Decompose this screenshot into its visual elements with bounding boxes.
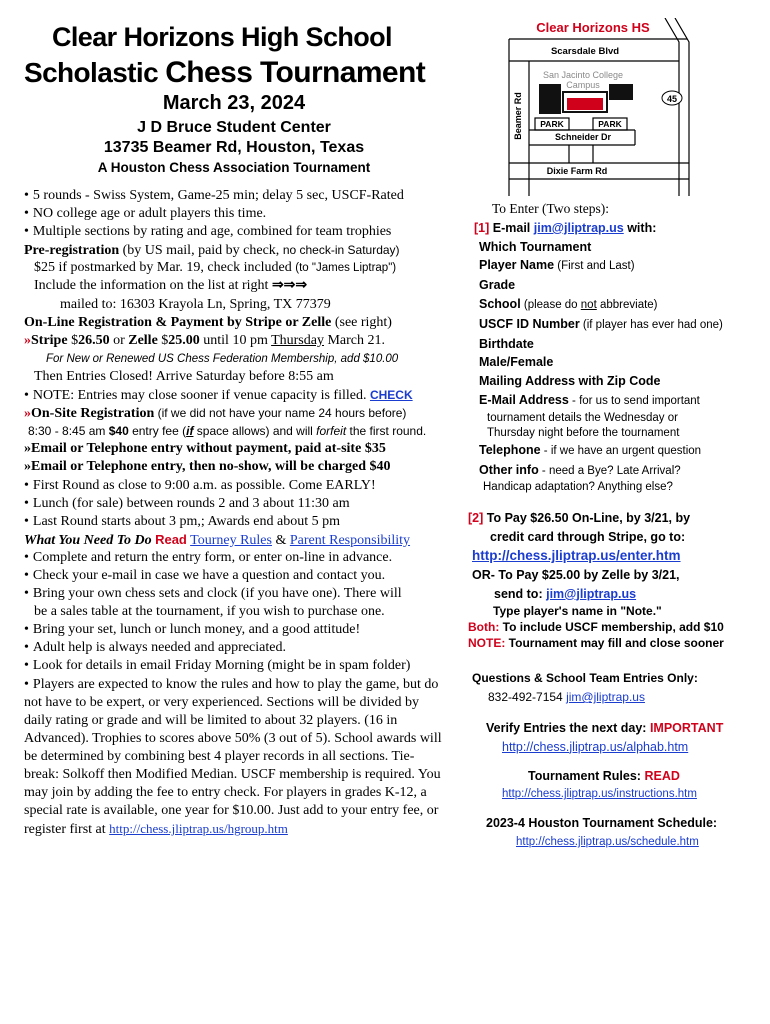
info-other	[479, 461, 768, 481]
what-you-need-heading	[24, 531, 454, 549]
check-link[interactable]: CHECK	[369, 388, 413, 403]
instructions-link[interactable]: http://chess.jliptrap.us/instructions.htm	[502, 788, 697, 801]
info-email-note-2: tournament details the Wednesday or	[487, 411, 678, 424]
rules-line	[468, 767, 768, 786]
todo-complete-form: • Complete and return the entry form, or enter on-line in advance.	[24, 549, 454, 567]
uscf-membership-note: For New or Renewed US Chess Federation Membership, add $10.00	[46, 352, 399, 365]
detail-rounds: • 5 rounds - Swiss System, Game-25 min; delay 5 sec, USCF-Rated	[24, 187, 454, 205]
zelle-email-link[interactable]: jim@jliptrap.us	[546, 586, 637, 601]
map-road-bottom: Dixie Farm Rd	[546, 166, 608, 176]
detail-sections: • Multiple sections by rating and age, combined for team trophies	[24, 223, 454, 241]
enter-link[interactable]: http://chess.jliptrap.us/enter.htm	[472, 547, 681, 563]
contact-phone: 832-492-7154	[488, 690, 563, 705]
last-round-time: • Last Round starts about 3 pm,; Awards end about 5 pm	[24, 513, 454, 531]
zelle-send-to: send to:	[494, 586, 547, 601]
online-see-right: (see right)	[331, 314, 392, 330]
schedule-link-line	[468, 833, 768, 852]
onsite-t2: entry fee (	[128, 424, 187, 439]
zelle-send-line	[468, 585, 768, 604]
location-map	[505, 18, 691, 196]
info-grade	[479, 276, 768, 295]
players-paragraph	[24, 676, 448, 840]
info-telephone-note: - if we have an urgent question	[540, 444, 702, 457]
info-other-label: Other info	[479, 462, 539, 477]
alphab-link[interactable]: http://chess.jliptrap.us/alphab.htm	[502, 739, 689, 754]
onsite-if: if	[186, 424, 194, 439]
map-campus-line2: Campus	[566, 80, 600, 90]
step2-number: [2]	[468, 511, 484, 526]
verify-line	[468, 719, 768, 738]
contact-line	[468, 688, 768, 707]
verify-text: Verify Entries the next day:	[486, 720, 650, 735]
info-school	[479, 295, 768, 315]
lunch-info: • Lunch (for sale) between rounds 2 and 3 about 11:30 am	[24, 495, 454, 513]
info-email	[479, 391, 768, 411]
event-address: 13735 Beamer Rd, Houston, Texas	[103, 139, 365, 156]
todo-bring-sets-cont: be a sales table at the tournament, if you wish to purchase one.	[34, 604, 385, 620]
prereg-include-text: Include the information on the list at right	[34, 278, 272, 294]
onsite-mark: »	[24, 406, 31, 422]
prereg-fee	[24, 259, 454, 277]
online-registration	[24, 314, 454, 332]
noshow-fee: »Email or Telephone entry, then no-show, will be charged $40	[24, 459, 391, 475]
email-entry-fee: »Email or Telephone entry without payment, paid at-site $35	[24, 441, 386, 457]
info-player-name-label: Player Name	[479, 258, 555, 273]
verify-important: IMPORTANT	[649, 720, 724, 735]
prereg-line	[24, 241, 454, 259]
info-email-note-3: Thursday night before the tournament	[487, 426, 680, 439]
info-email-note: - for us to send important	[568, 394, 700, 407]
step1-with: with:	[623, 220, 657, 235]
alphab-link-line	[468, 738, 768, 757]
zelle-label: Zelle	[128, 332, 158, 348]
info-uscf-id	[479, 315, 768, 335]
onsite-condition: (if we did not have your name 24 hours before)	[154, 406, 407, 421]
prereg-include	[24, 277, 454, 295]
info-grade-label: Grade	[479, 278, 516, 293]
stripe-day: Thursday	[271, 332, 324, 348]
map-road-side: Beamer Rd	[513, 92, 523, 140]
rules-label: Tournament Rules:	[528, 768, 645, 783]
rules-read: READ	[644, 768, 680, 783]
map-highway-45: 45	[666, 94, 678, 104]
onsite-forfeit: forfeit	[316, 424, 347, 439]
title-tournament	[24, 56, 425, 90]
schedule-link[interactable]: http://chess.jliptrap.us/schedule.htm	[516, 835, 699, 848]
step2-line-2: credit card through Stripe, go to:	[490, 530, 686, 545]
map-building-right	[609, 84, 633, 100]
both-note	[468, 619, 768, 635]
todo-adult-help: • Adult help is always needed and appreciated.	[24, 639, 454, 657]
stripe-t4: until 10 pm	[199, 332, 272, 348]
tourney-rules-link[interactable]: Tourney Rules	[190, 532, 272, 548]
onsite-fee: $40	[108, 424, 129, 439]
step2-line	[468, 509, 768, 528]
detail-no-adults: • NO college age or adult players this time.	[24, 205, 454, 223]
note-label: NOTE:	[468, 636, 506, 651]
prereg-label: Pre-registration	[24, 243, 120, 259]
read-word: Read	[155, 531, 187, 547]
stripe-line	[24, 332, 454, 350]
step1-email-link[interactable]: jim@jliptrap.us	[533, 220, 624, 235]
prereg-fee-text: $25 if postmarked by Mar. 19, check included	[34, 260, 296, 276]
need-text: What You Need To Do	[24, 532, 156, 548]
entry-instructions	[468, 200, 768, 852]
todo-look-details: • Look for details in email Friday Morning (might be in spam folder)	[24, 657, 454, 675]
onsite-t4: the first round.	[346, 424, 427, 439]
info-telephone	[479, 441, 768, 461]
contact-email-link[interactable]: jim@jliptrap.us	[566, 690, 645, 705]
map-road-mid: Schneider Dr	[554, 132, 612, 142]
parent-responsibility-link[interactable]: Parent Responsibility	[289, 532, 411, 548]
info-tournament	[479, 238, 768, 257]
todo-bring-lunch: • Bring your set, lunch or lunch money, and a good attitude!	[24, 621, 454, 639]
both-label: Both:	[468, 620, 500, 635]
hgroup-link[interactable]: http://chess.jliptrap.us/hgroup.htm	[109, 821, 288, 837]
map-road-top: Scarsdale Blvd	[550, 46, 620, 57]
zelle-fee: 25.00	[168, 332, 200, 348]
onsite-fee-line	[24, 422, 454, 440]
capacity-note	[24, 386, 454, 404]
info-other-note-2: Handicap adaptation? Anything else?	[483, 481, 673, 494]
stripe-mark: »	[24, 332, 31, 348]
type-name-note: Type player's name in "Note."	[493, 604, 662, 619]
info-tournament-label: Which Tournament	[479, 239, 592, 254]
info-school-t2: abbreviate)	[596, 298, 658, 311]
prereg-payee: (to "James Liptrap")	[295, 262, 397, 275]
entries-closed: Then Entries Closed! Arrive Saturday before 8:55 am	[34, 368, 334, 384]
map-title: Clear Horizons HS	[536, 20, 650, 35]
map-campus-line1: San Jacinto College	[542, 70, 624, 80]
fill-note	[468, 635, 768, 651]
first-round-time: • First Round as close to 9:00 a.m. as possible. Come EARLY!	[24, 477, 454, 495]
step1-number: [1]	[474, 220, 490, 235]
info-uscf-label: USCF ID Number	[479, 316, 580, 331]
info-birthdate: Birthdate	[479, 336, 534, 351]
map-venue-building	[567, 98, 603, 110]
map-park-label-left: PARK	[540, 119, 564, 129]
todo-check-email: • Check your e-mail in case we have a question and contact you.	[24, 567, 454, 585]
title-chess-tournament: Chess Tournament	[165, 56, 426, 89]
info-school-label: School	[479, 296, 521, 311]
info-school-not: not	[580, 298, 597, 311]
capacity-note-text: NOTE: Entries may close sooner if venue capacity is filled.	[32, 388, 370, 404]
info-gender: Male/Female	[479, 355, 554, 370]
info-uscf-note: (if player has ever had one)	[579, 318, 723, 331]
players-paragraph-text: Players are expected to know the rules and how to play the game, but do not have to be expert, or very experienced. Sections will be divided by daily rating or grade and will be limited to about 32 players. (16 in Advanced). Trophies to scores above 50% (3 out of 5). School awards will be determined by combining best 4 player records in all sections. Tie-break: Solkoff then Modified Median. USCF membership is required. You may join by adding the fee to entry check. For players in grades K-12, a special rate is available, one year for $10.00. Just add to your entry fee, or register first at	[24, 676, 442, 838]
info-email-label: E-Mail Address	[479, 392, 569, 407]
info-player-name-note: (First and Last)	[554, 260, 635, 273]
stripe-t1: $	[67, 332, 79, 348]
note-text: Tournament may fill and close sooner	[505, 636, 724, 651]
map-building-left	[539, 84, 561, 114]
enter-link-line	[468, 547, 768, 566]
onsite-label: On-Site Registration	[31, 406, 155, 422]
prereg-mail-address: mailed to: 16303 Krayola Ln, Spring, TX 77379	[60, 296, 331, 312]
info-telephone-label: Telephone	[479, 442, 541, 457]
prereg-no-checkin: no check-in Saturday)	[282, 243, 400, 258]
onsite-t1: 8:30 - 8:45 am	[28, 424, 109, 439]
event-venue: J D Bruce Student Center	[137, 119, 331, 136]
amp: &	[271, 532, 290, 548]
stripe-fee: 26.50	[78, 332, 110, 348]
instructions-link-line	[468, 785, 768, 804]
step1-text: E-mail	[489, 220, 534, 235]
event-date: March 23, 2024	[162, 92, 306, 114]
stripe-t2: or	[109, 332, 129, 348]
info-other-note: - need a Bye? Late Arrival?	[538, 464, 681, 477]
info-player-name	[479, 256, 768, 276]
questions-heading: Questions & School Team Entries Only:	[472, 671, 698, 686]
info-mailing-address: Mailing Address with Zip Code	[479, 374, 661, 389]
to-enter-heading: To Enter (Two steps):	[492, 201, 609, 216]
stripe-t3: $	[157, 332, 169, 348]
online-label: On-Line Registration & Payment by Stripe or Zelle	[24, 314, 332, 330]
zelle-or-line: OR- To Pay $25.00 by Zelle by 3/21,	[472, 567, 680, 582]
title-school: Clear Horizons High School	[52, 22, 392, 52]
details-column	[24, 187, 454, 839]
stripe-label: Stripe	[31, 332, 68, 348]
map-park-label-right: PARK	[598, 119, 622, 129]
event-association: A Houston Chess Association Tournament	[97, 160, 371, 175]
stripe-t5: March 21.	[323, 332, 386, 348]
both-text: To include USCF membership, add $10	[499, 620, 724, 635]
schedule-heading: 2023-4 Houston Tournament Schedule:	[486, 816, 718, 831]
onsite-registration	[24, 404, 454, 422]
prereg-text: (by US mail, paid by check,	[119, 243, 283, 259]
todo-bring-sets: • Bring your own chess sets and clock (if you have one). There will	[24, 585, 454, 603]
info-school-t1: (please do	[520, 298, 581, 311]
step1-line	[468, 219, 768, 238]
title-scholastic: Scholastic	[24, 57, 166, 88]
arrow-icon: ⇒⇒⇒	[271, 278, 308, 294]
step2-text: To Pay $26.50 On-Line, by 3/21, by	[483, 511, 691, 526]
onsite-t3: space allows) and will	[193, 424, 317, 439]
required-info-list	[468, 238, 768, 496]
